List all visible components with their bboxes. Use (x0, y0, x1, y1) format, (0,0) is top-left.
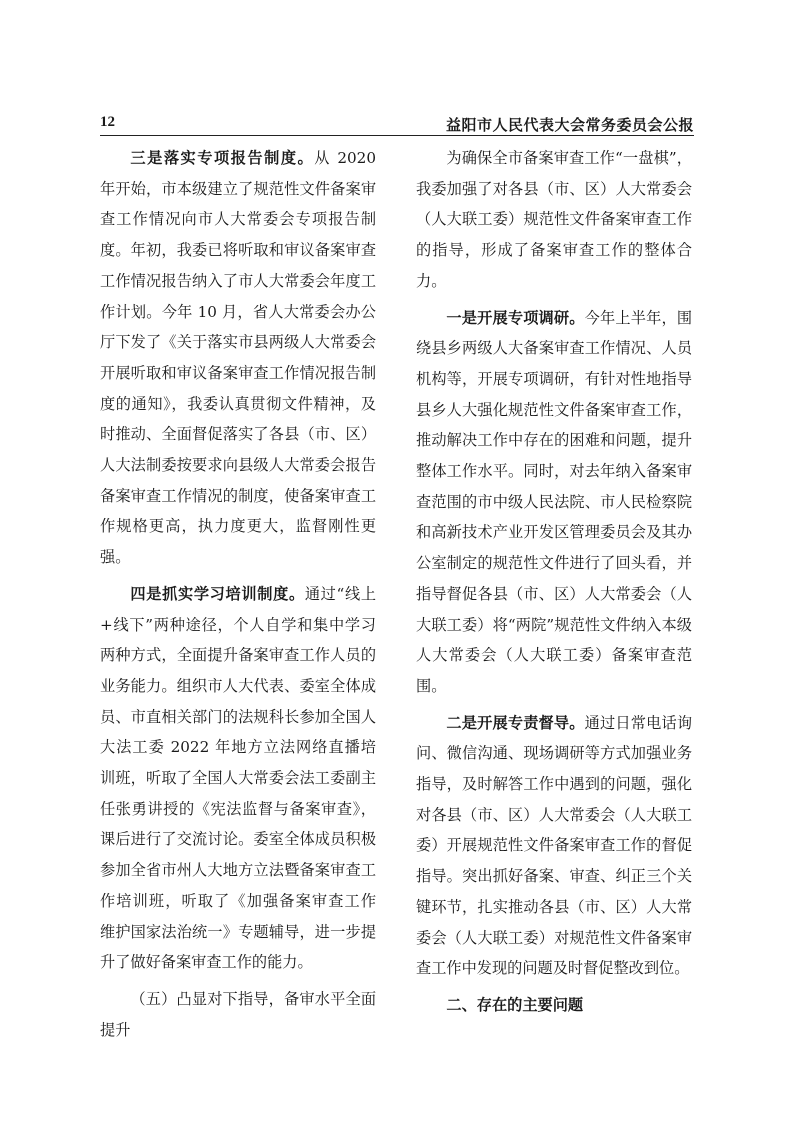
paragraph-lead: 四是抓实学习培训制度。 (130, 584, 305, 603)
paragraph-text: 从 2020 年开始，市本级建立了规范性文件备案审查工作情况向市人大常委会专项报告制度。年初，我委已将听取和审议备案审查工作情况报告纳入了市人大常委会年度工作计划。今年 10 月，省人大常委会办公厅下发了《关于落实市县两级人大常委会开展听取和审议备案审查工作情况报告制度的通知》，我委认真贯彻文件精神，及时推动、全面督促落实了各县（市、区）人大法制委按要求向县级人大常委会报告备案审查工作情况的制度，使备案审查工作规格更高，执力度更大，监督刚性更强。 (100, 149, 377, 567)
paragraph-guidance-intro: 为确保全市备案审查工作“一盘棋”，我委加强了对各县（市、区）人大常委会（人大联工委）规范性文件备案审查工作的指导，形成了备案审查工作的整体合力。 (416, 149, 692, 290)
header-rule (100, 135, 694, 136)
paragraph-lead: 一是开展专项调研。 (446, 308, 585, 327)
section-heading-problems: 二、存在的主要问题 (446, 995, 584, 1014)
paragraph-text: 通过“线上+线下”两种途径，个人自学和集中学习两种方式，全面提升备案审查工作人员的业务能力。组织市人大代表、委室全体成员、市直相关部门的法规科长参加全国人大法工委 2022 年地方立法网络直播培训班，听取了全国人大常委会法工委副主任张勇讲授的《宪法监督与备案审查》，课后进行了交流讨论。委室全体成员积极参加全省市州人大地方立法暨备案审查工作培训班，听取了《加强备案审查工作 维护国家法治统一》专题辅导，进一步提升了做好备案审查工作的能力。 (100, 584, 377, 972)
paragraph-lead: 二是开展专责督导。 (446, 713, 585, 732)
page-header (100, 114, 694, 136)
left-column (100, 143, 376, 1045)
journal-title: 益阳市人民代表大会常务委员会公报 (445, 116, 694, 134)
paragraph-lead: 三是落实专项报告制度。 (130, 149, 315, 167)
paragraph-supervision (416, 708, 692, 984)
paragraph-research (416, 303, 692, 702)
section-heading-guidance: （五）凸显对下指导，备审水平全面提升 (100, 989, 376, 1039)
paragraph-report-system (100, 143, 376, 573)
page-number: 12 (100, 114, 115, 130)
paragraph-text: 通过日常电话询问、微信沟通、现场调研等方式加强业务指导，及时解答工作中遇到的问题，强化对各县（市、区）人大常委会（人大联工委）开展规范性文件备案审查工作的督促指导。突出抓好备案、审查、纠正三个关键环节，扎实推动各县（市、区）人大常委会（人大联工委）对规范性文件备案审查工作中发现的问题及时督促整改到位。 (416, 713, 693, 978)
right-column (416, 143, 692, 1021)
paragraph-training-system (100, 579, 376, 978)
paragraph-text: 今年上半年，围绕县乡两级人大备案审查工作情况、人员机构等，开展专项调研，有针对性地指导县乡人大强化规范性文件备案审查工作，推动解决工作中存在的困难和问题，提升整体工作水平。同时，对去年纳入备案审查范围的市中级人民法院、市人民检察院和高新技术产业开发区管理委员会及其办公室制定的规范性文件进行了回头看，并指导督促各县（市、区）人大常委会（人大联工委）将“两院”规范性文件纳入本级人大常委会（人大联工委）备案审查范围。 (416, 308, 693, 695)
